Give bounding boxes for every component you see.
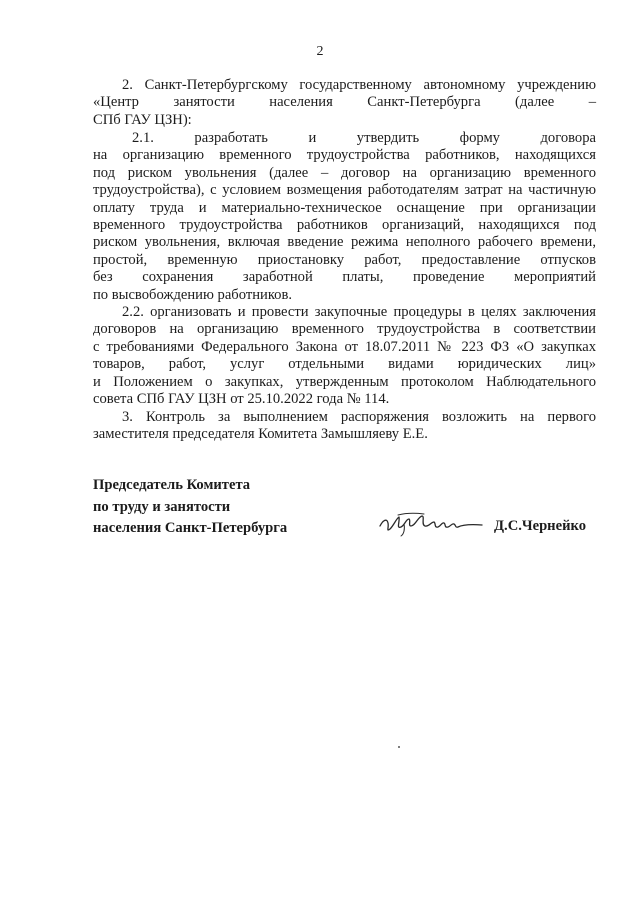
text-line: 2.1. разработать и утвердить форму договора <box>132 130 596 146</box>
text-line: риском увольнения, включая введение режима неполного рабочего времени, <box>93 234 596 251</box>
signatory-title-line: по труду и занятости <box>93 498 231 515</box>
paragraph-2-2 <box>93 304 596 408</box>
signatory-title-line: населения Санкт-Петербурга <box>93 520 288 536</box>
scan-speck <box>398 746 400 748</box>
text-line: трудоустройства), с условием возмещения работодателям затрат на частичную <box>93 182 596 199</box>
text-line: под риском увольнения (далее – договор на организацию временного <box>93 164 596 181</box>
text-line: «Центр занятости населения Санкт-Петербурга (далее – <box>93 94 596 111</box>
handwritten-signature <box>378 510 486 538</box>
page-number: 2 <box>316 44 324 59</box>
signatory-title <box>93 475 287 540</box>
text-line: простой, временную приостановку работ, предоставление отпусков <box>93 251 596 268</box>
signatory-title-line: Председатель Комитета <box>93 477 251 493</box>
text-line: заместителя председателя Комитета Замышляеву Е.Е. <box>93 426 428 443</box>
text-line: договоров на организацию временного трудоустройства в соответствии <box>93 321 596 338</box>
text-line: временного трудоустройства работников организаций, находящихся под <box>93 217 596 234</box>
paragraph-2-1 <box>93 130 596 304</box>
text-line: 3. Контроль за выполнением распоряжения возложить на первого <box>122 409 596 425</box>
text-line: без сохранения заработной платы, проведение мероприятий <box>93 269 596 286</box>
text-line: 2.2. организовать и провести закупочные процедуры в целях заключения <box>122 304 596 320</box>
text-line: 2. Санкт-Петербургскому государственному автономному учреждению <box>122 77 596 93</box>
text-line: с требованиями Федерального Закона от 18.07.2011 № 223 ФЗ «О закупках <box>93 338 596 355</box>
paragraph-3 <box>93 409 596 444</box>
text-line: совета СПб ГАУ ЦЗН от 25.10.2022 года № 114. <box>93 391 390 408</box>
signer-name: Д.С.Чернейко <box>494 518 586 534</box>
paragraph-2 <box>93 77 596 129</box>
text-line: и Положением о закупках, утвержденным протоколом Наблюдательного <box>93 373 596 390</box>
text-line: на организацию временного трудоустройства работников, находящихся <box>93 147 596 164</box>
text-line: товаров, работ, услуг отдельными видами юридических лиц» <box>93 356 596 373</box>
text-line: оплату труда и материально-техническое оснащение при организации <box>93 199 596 216</box>
text-line: по высвобождению работников. <box>93 286 293 303</box>
text-line: СПб ГАУ ЦЗН): <box>93 111 192 128</box>
